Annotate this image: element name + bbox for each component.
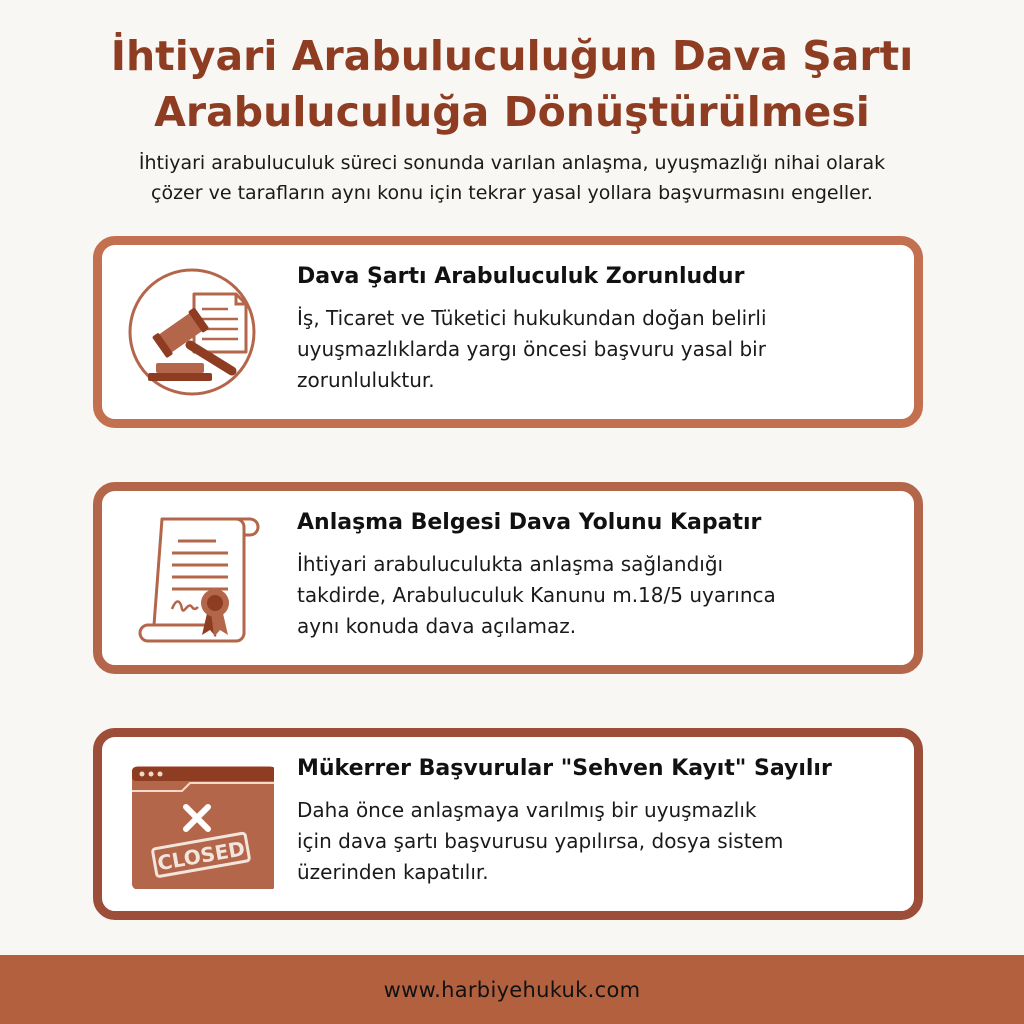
info-card-agreement-document [93, 482, 923, 674]
card-title: Anlaşma Belgesi Dava Yolunu Kapatır [297, 510, 762, 535]
card-body [297, 303, 894, 396]
card-text [297, 261, 894, 396]
intro-line-2: çözer ve tarafların aynı konu için tekrar yasal yollara başvurmasını engeller. [151, 182, 873, 204]
card-body-line: İhtiyari arabuluculukta anlaşma sağlandığı [297, 552, 724, 576]
page-title [40, 28, 984, 140]
intro-line-1: İhtiyari arabuluculuk süreci sonunda varılan anlaşma, uyuşmazlığı nihai olarak [138, 152, 886, 174]
footer-bar [0, 955, 1024, 1024]
card-text [297, 753, 894, 888]
card-text [297, 507, 894, 642]
title-line-1: İhtiyari Arabuluculuğun Dava Şartı [110, 32, 914, 80]
info-card-duplicate-applications [93, 728, 923, 920]
card-body-line: Daha önce anlaşmaya varılmış bir uyuşmazlık [297, 798, 757, 822]
card-title: Mükerrer Başvurular "Sehven Kayıt" Sayılır [297, 756, 832, 781]
closed-stamp-text: CLOSED [155, 836, 247, 876]
card-body-line: için dava şartı başvurusu yapılırsa, dosya sistem [297, 829, 784, 853]
card-body-line: zorunluluktur. [297, 368, 435, 392]
card-body-line: uyuşmazlıklarda yargı öncesi başvuru yasal bir [297, 337, 766, 361]
card-body-line: üzerinden kapatılır. [297, 860, 489, 884]
info-card-mandatory-mediation [93, 236, 923, 428]
card-body-line: aynı konuda dava açılamaz. [297, 614, 577, 638]
certificate-scroll-icon [124, 513, 274, 643]
title-line-2: Arabuluculuğa Dönüştürülmesi [154, 88, 870, 136]
gavel-document-icon [124, 267, 274, 397]
card-body [297, 549, 894, 642]
website-link[interactable]: www.harbiyehukuk.com [383, 977, 641, 1002]
card-title: Dava Şartı Arabuluculuk Zorunludur [297, 264, 745, 289]
card-body [297, 795, 894, 888]
card-body-line: takdirde, Arabuluculuk Kanunu m.18/5 uyarınca [297, 583, 776, 607]
card-body-line: İş, Ticaret ve Tüketici hukukundan doğan belirli [297, 306, 767, 330]
closed-folder-icon [124, 759, 274, 889]
intro-text [40, 148, 984, 208]
